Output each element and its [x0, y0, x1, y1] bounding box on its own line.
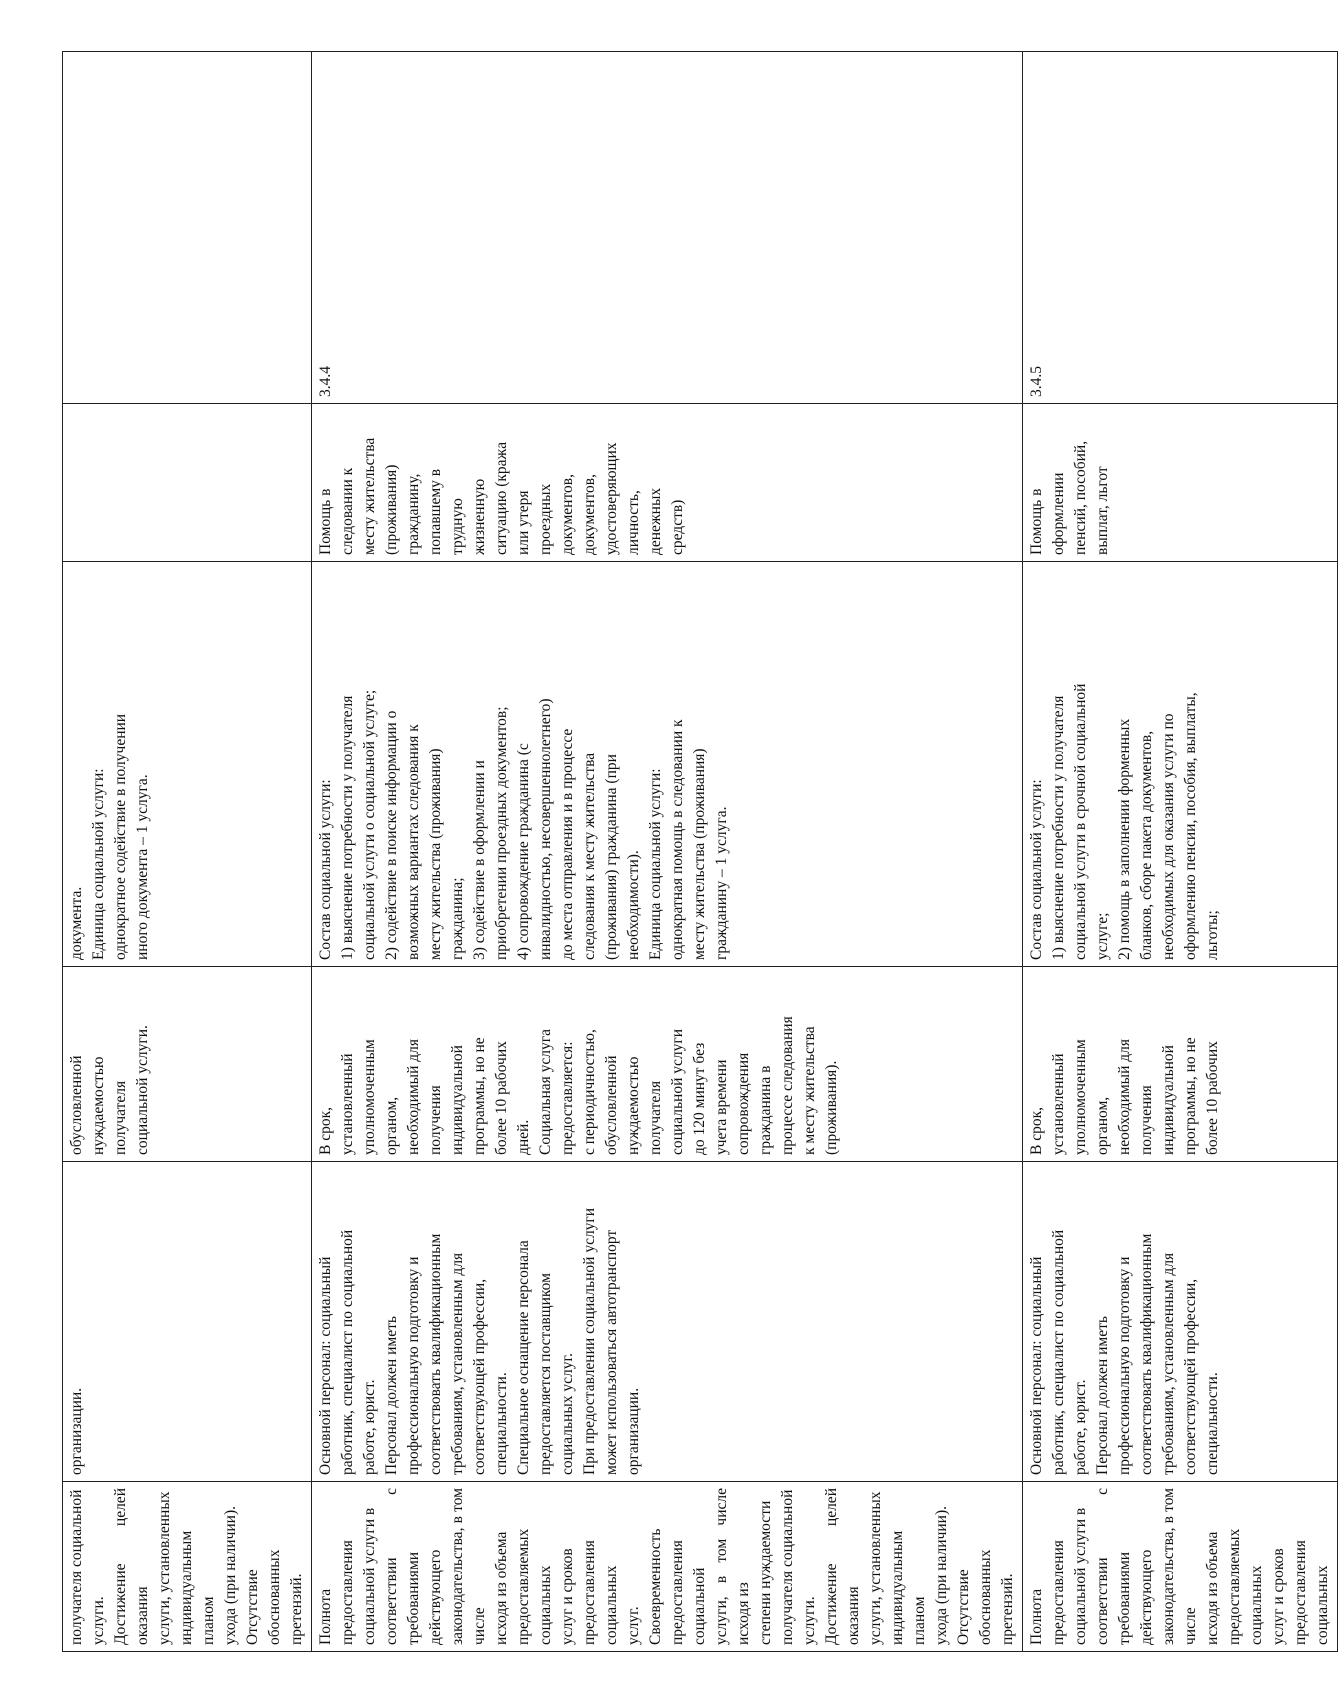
- cell-line: программы, но не: [1182, 1037, 1199, 1155]
- cell-line: степени нуждаемости: [757, 1500, 774, 1645]
- cell-line: Персонал должен иметь: [1094, 1316, 1111, 1475]
- cell-line: льготы;: [1204, 910, 1221, 960]
- cell-line: исходя из объема: [1204, 1531, 1221, 1645]
- cell-line: услуге;: [1094, 912, 1111, 960]
- cell-line: более 10 рабочих: [493, 1041, 510, 1155]
- row-1-conditions: [312, 1162, 1023, 1482]
- cell-line: однократная помощь в следовании к: [669, 719, 686, 960]
- row-1-name: [312, 404, 1023, 562]
- cell-line: предоставляемых социальных: [515, 1528, 554, 1645]
- cell-line: уполномоченным: [1072, 1039, 1089, 1155]
- cell-line: может использоваться автотранспорт: [603, 1229, 620, 1475]
- table-row: [63, 52, 312, 1652]
- cell-line: бланков, сборе пакета документов,: [1138, 730, 1155, 960]
- cell-line: необходимости).: [625, 850, 642, 960]
- cell-line: действующего: [1138, 1549, 1155, 1645]
- cell-line: Основной персонал: социальный: [1028, 1256, 1045, 1475]
- cell-line: законодательства, в том числе: [449, 1488, 488, 1645]
- cell-line: услуги, установленных: [867, 1491, 884, 1645]
- table-row: [312, 52, 1023, 1652]
- cell-line: предоставляемых социальных: [1226, 1528, 1265, 1645]
- cell-line: действующего: [427, 1549, 444, 1645]
- cell-line: При предоставлении социальной услуги: [581, 1207, 598, 1475]
- cell-line: гражданина;: [449, 877, 466, 960]
- cell-line: социальной услуги в: [361, 1507, 378, 1645]
- cell-line: социальной услуги.: [134, 1025, 151, 1155]
- cell-line: услуги, установленных: [156, 1491, 173, 1645]
- cell-line: (проживания).: [823, 1060, 840, 1155]
- cell-line: проездных: [537, 483, 554, 555]
- cell-line: специальности.: [1204, 1372, 1221, 1475]
- cell-line: Персонал должен иметь: [383, 1316, 400, 1475]
- cell-line: претензий.: [288, 1573, 305, 1645]
- cell-line: процессе следования: [779, 1016, 796, 1155]
- cell-line: 1) выяснение потребности у получателя: [1050, 695, 1067, 960]
- cell-line: сопровождения: [735, 1052, 752, 1155]
- cell-line: к месту жительства: [801, 1026, 818, 1155]
- cell-line: соответствовать квалификационным: [1138, 1233, 1155, 1475]
- cell-line: социальной услуги о социальной услуге;: [361, 689, 378, 960]
- row-2-number: [1023, 52, 1338, 404]
- row-1-timing: [312, 967, 1023, 1162]
- cell-line: услуги.: [90, 1596, 107, 1645]
- cell-line: оформлению пенсии, пособия, выплаты,: [1182, 692, 1199, 960]
- cell-line: Отсутствие обоснованных: [244, 1549, 283, 1645]
- cell-line: Состав социальной услуги:: [1028, 779, 1045, 960]
- cell-line: индивидуальной: [1160, 1045, 1177, 1155]
- cell-line: уполномоченным: [361, 1039, 378, 1155]
- cell-line: гражданину,: [405, 473, 422, 555]
- cell-line: получателя социальной: [68, 1489, 85, 1645]
- cell-line: 2) помощь в заполнении форменных: [1116, 718, 1133, 960]
- cell-line: Помощь в: [1028, 488, 1045, 555]
- cell-line: индивидуальным планом: [178, 1530, 217, 1645]
- cell-line: Специальное оснащение персонала: [515, 1240, 532, 1475]
- cell-line: соответствующей профессии,: [1182, 1278, 1199, 1475]
- cell-line: профессиональную подготовку и: [1116, 1256, 1133, 1475]
- row-0-name: [63, 404, 312, 562]
- cell-line: программы, но не: [471, 1037, 488, 1155]
- cell-line: социальных услуг.: [559, 1353, 576, 1475]
- cell-line: получения: [1138, 1085, 1155, 1155]
- cell-line: трудную: [449, 498, 466, 555]
- cell-line: получения: [427, 1085, 444, 1155]
- services-table-body: [63, 52, 1338, 1652]
- cell-line: работе, юрист.: [361, 1379, 378, 1475]
- cell-line: установленный: [339, 1053, 356, 1155]
- cell-line: жизненную: [471, 478, 488, 555]
- row-2-name: [1023, 404, 1338, 562]
- cell-line: 3) содействие в оформлении и: [471, 760, 488, 960]
- cell-line: предоставляется:: [559, 1041, 576, 1155]
- row-0-timing: [63, 967, 312, 1162]
- cell-line: специальности.: [493, 1372, 510, 1475]
- cell-line: документа.: [68, 886, 85, 960]
- cell-line: выплат, льгот: [1094, 466, 1111, 555]
- cell-line: предоставляется поставщиком: [537, 1273, 554, 1475]
- table-row: [1023, 52, 1338, 1652]
- cell-line: с периодичностью,: [581, 1029, 598, 1155]
- cell-line: Полнота предоставления: [317, 1540, 356, 1645]
- cell-line: нуждаемостью: [90, 1056, 107, 1155]
- cell-line: исходя из объема: [493, 1531, 510, 1645]
- services-table: [62, 51, 1338, 1652]
- row-1-indicators: [312, 1482, 1023, 1652]
- cell-line: 1) выяснение потребности у получателя: [339, 695, 356, 960]
- cell-line: работник, специалист по социальной: [339, 1229, 356, 1475]
- cell-line: Достижение целей оказания: [112, 1488, 151, 1645]
- cell-line: месту жительства (проживания): [427, 748, 444, 960]
- cell-line: услуги.: [801, 1596, 818, 1645]
- cell-line: (проживания): [383, 464, 400, 555]
- rotated-page: [62, 52, 1331, 1652]
- cell-line: организации.: [68, 1387, 85, 1475]
- cell-line: месту жительства (проживания): [691, 748, 708, 960]
- cell-line: работник, специалист по социальной: [1050, 1229, 1067, 1475]
- cell-line: пенсий, пособий,: [1072, 440, 1089, 555]
- cell-line: Помощь в: [317, 488, 334, 555]
- cell-line: получателя: [647, 1080, 664, 1155]
- cell-line: (проживания) гражданина (при: [603, 754, 620, 960]
- cell-line: Своевременность: [647, 1528, 664, 1645]
- cell-line: услуги, в том числе исходя из: [713, 1488, 752, 1645]
- cell-line: средств): [669, 499, 686, 555]
- cell-line: предоставления социальной: [669, 1540, 708, 1645]
- cell-line: услуг и сроков: [1270, 1548, 1287, 1645]
- cell-line: соответствовать квалификационным: [427, 1233, 444, 1475]
- cell-line: Основной персонал: социальный: [317, 1256, 334, 1475]
- cell-line: требованиям, установленным для: [1160, 1252, 1177, 1475]
- cell-line: оформлении: [1050, 472, 1067, 555]
- cell-line: Состав социальной услуги:: [317, 779, 334, 960]
- cell-line: обусловленной: [68, 1055, 85, 1155]
- cell-line: Единица социальной услуги:: [90, 768, 107, 960]
- cell-line: услуг.: [625, 1606, 642, 1645]
- row-1-number: [312, 52, 1023, 404]
- cell-line: 2) содействие в поиске информации о: [383, 710, 400, 960]
- cell-line: необходимый для: [1116, 1038, 1133, 1155]
- cell-line: дней.: [515, 1119, 532, 1155]
- row-2-composition: [1023, 562, 1338, 967]
- row-2-indicators: [1023, 1482, 1338, 1652]
- cell-line: гражданина в: [757, 1065, 774, 1155]
- cell-line: гражданину – 1 услуга.: [713, 806, 730, 960]
- row-1-composition: [312, 562, 1023, 967]
- cell-line: В срок,: [1028, 1107, 1045, 1155]
- cell-line: удостоверяющих: [603, 442, 620, 555]
- cell-line: ухода (при наличии).: [222, 1506, 239, 1645]
- cell-line: социальной услуги: [669, 1028, 686, 1155]
- cell-line: соответствии с требованиями: [383, 1488, 422, 1645]
- cell-line: индивидуальным планом: [889, 1530, 928, 1645]
- cell-line: личность,: [625, 490, 642, 555]
- cell-line: требованиям, установленным для: [449, 1252, 466, 1475]
- cell-line: иного документа – 1 услуга.: [134, 774, 151, 960]
- cell-line: необходимых для оказания услуги по: [1160, 713, 1177, 960]
- cell-line: Полнота предоставления: [1028, 1540, 1067, 1645]
- cell-line: соответствующей профессии,: [471, 1278, 488, 1475]
- cell-line: установленный: [1050, 1053, 1067, 1155]
- row-2-conditions: [1023, 1162, 1338, 1482]
- cell-line: до 120 минут без: [691, 1042, 708, 1155]
- cell-line: Социальная услуга: [537, 1028, 554, 1155]
- cell-line: документов,: [581, 474, 598, 555]
- cell-line: 4) сопровождение гражданина (с: [515, 743, 532, 960]
- cell-line: Отсутствие обоснованных: [955, 1549, 994, 1645]
- cell-line: ситуацию (кража: [493, 441, 510, 555]
- cell-line: учета времени: [713, 1059, 730, 1155]
- row-number-text: 3.4.5: [1028, 366, 1045, 397]
- cell-line: необходимый для: [405, 1038, 422, 1155]
- cell-line: предоставления социальных: [581, 1540, 620, 1645]
- cell-line: следовании к: [339, 467, 356, 555]
- cell-line: организации.: [625, 1387, 642, 1475]
- row-0-indicators: [63, 1482, 312, 1652]
- cell-line: услуг и сроков: [559, 1548, 576, 1645]
- cell-line: или утеря: [515, 490, 532, 555]
- cell-line: денежных: [647, 487, 664, 555]
- cell-line: работе, юрист.: [1072, 1379, 1089, 1475]
- row-number-text: 3.4.4: [317, 366, 334, 397]
- cell-line: Достижение целей оказания: [823, 1488, 862, 1645]
- cell-line: возможных вариантах следования к: [405, 724, 422, 960]
- cell-line: до места отправления и в процессе: [559, 728, 576, 960]
- row-0-composition: [63, 562, 312, 967]
- cell-line: Единица социальной услуги:: [647, 768, 664, 960]
- cell-line: социальной услуги в срочной социальной: [1072, 683, 1089, 960]
- cell-line: соответствии с требованиями: [1094, 1488, 1133, 1645]
- cell-line: претензий.: [999, 1573, 1016, 1645]
- cell-line: нуждаемостью: [625, 1056, 642, 1155]
- cell-line: индивидуальной: [449, 1045, 466, 1155]
- cell-line: инвалидностью, несовершеннолетнего): [537, 698, 554, 960]
- cell-line: предоставления социальных: [1292, 1540, 1331, 1645]
- cell-line: обусловленной: [603, 1055, 620, 1155]
- cell-line: законодательства, в том числе: [1160, 1488, 1199, 1645]
- cell-line: получателя социальной: [779, 1489, 796, 1645]
- row-0-conditions: [63, 1162, 312, 1482]
- cell-line: приобретении проездных документов;: [493, 706, 510, 960]
- cell-line: однократное содействие в получении: [112, 713, 129, 960]
- cell-line: профессиональную подготовку и: [405, 1256, 422, 1475]
- cell-line: следования к месту жительства: [581, 752, 598, 960]
- row-0-number: [63, 52, 312, 404]
- cell-line: документов,: [559, 474, 576, 555]
- cell-line: ухода (при наличии).: [933, 1506, 950, 1645]
- cell-line: получателя: [112, 1080, 129, 1155]
- cell-line: более 10 рабочих: [1204, 1041, 1221, 1155]
- cell-line: социальной услуги в: [1072, 1507, 1089, 1645]
- cell-line: попавшему в: [427, 468, 444, 555]
- cell-line: органом,: [383, 1096, 400, 1155]
- cell-line: месту жительства: [361, 437, 378, 555]
- cell-line: В срок,: [317, 1107, 334, 1155]
- cell-line: органом,: [1094, 1096, 1111, 1155]
- row-2-timing: [1023, 967, 1338, 1162]
